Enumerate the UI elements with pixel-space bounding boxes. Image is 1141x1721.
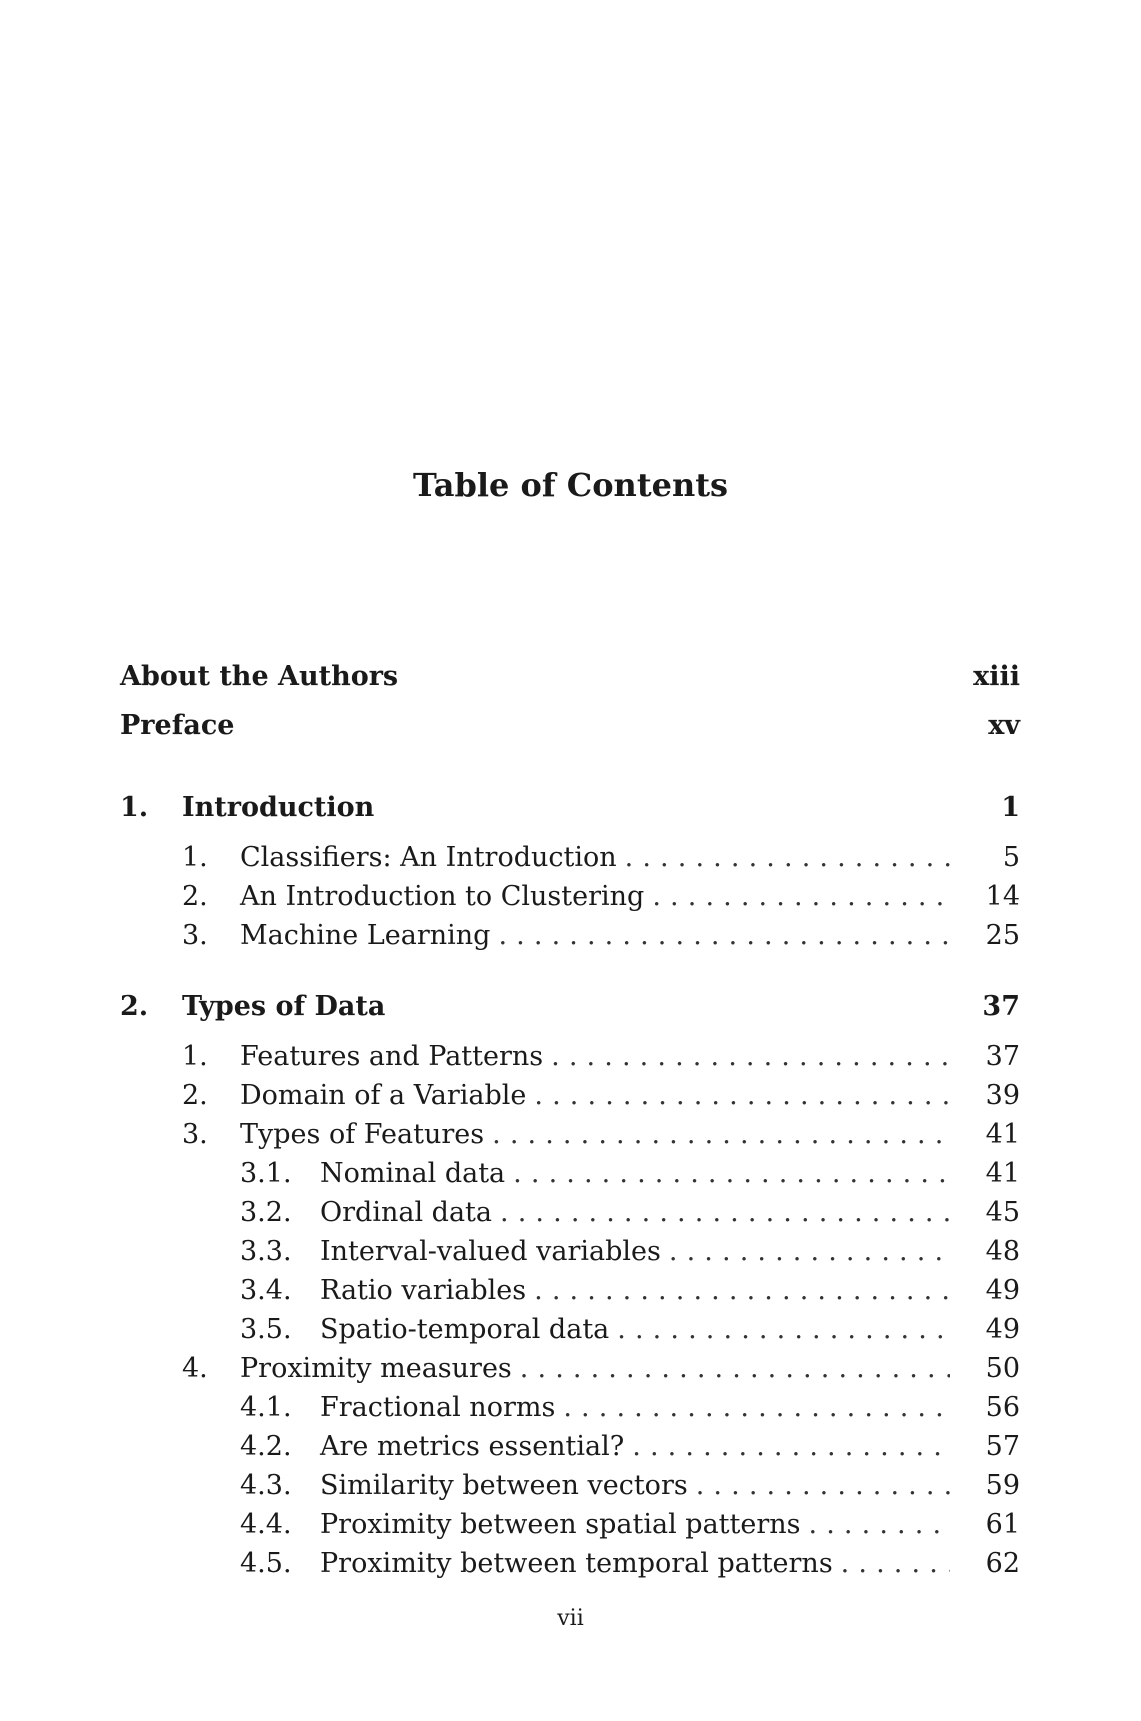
dot-leader bbox=[624, 1431, 950, 1462]
section-page: 39 bbox=[985, 1079, 1020, 1111]
dot-leader bbox=[512, 1353, 950, 1384]
subsection-number: 3.3. bbox=[240, 1235, 292, 1267]
subsection-title: Similarity between vectors bbox=[320, 1469, 688, 1501]
dot-leader bbox=[492, 1197, 950, 1228]
section-number: 1. bbox=[182, 841, 208, 873]
dot-leader bbox=[609, 1314, 950, 1345]
subsection-page: 56 bbox=[985, 1391, 1020, 1423]
section-page: 14 bbox=[985, 880, 1020, 912]
subsection-number: 4.5. bbox=[240, 1547, 292, 1579]
subsection-title: Ratio variables bbox=[320, 1274, 527, 1306]
chapter-number: 2. bbox=[120, 990, 149, 1022]
section-title: Classifiers: An Introduction bbox=[240, 841, 617, 873]
dot-leader bbox=[617, 842, 950, 873]
dot-leader bbox=[490, 920, 950, 951]
subsection-page: 62 bbox=[985, 1547, 1020, 1579]
toc-section[interactable] bbox=[182, 1075, 1020, 1115]
dot-leader bbox=[644, 881, 950, 912]
dot-leader bbox=[555, 1392, 950, 1423]
toc-subsection[interactable] bbox=[240, 1309, 1020, 1349]
toc-subsection[interactable] bbox=[240, 1465, 1020, 1505]
section-number: 2. bbox=[182, 1079, 208, 1111]
toc-subsection[interactable] bbox=[240, 1387, 1020, 1427]
toc-entry-preface[interactable] bbox=[120, 705, 1020, 745]
subsection-page: 57 bbox=[985, 1430, 1020, 1462]
section-page: 5 bbox=[1002, 841, 1020, 873]
subsection-page: 59 bbox=[985, 1469, 1020, 1501]
subsection-title: Ordinal data bbox=[320, 1196, 492, 1228]
subsection-title: Interval-valued variables bbox=[320, 1235, 661, 1267]
toc-entry-about-authors[interactable] bbox=[120, 656, 1020, 696]
toc-entry-label: Preface bbox=[120, 709, 235, 741]
subsection-title: Nominal data bbox=[320, 1157, 506, 1189]
section-title: Machine Learning bbox=[240, 919, 491, 951]
toc-subsection[interactable] bbox=[240, 1231, 1020, 1271]
section-title: Domain of a Variable bbox=[240, 1079, 527, 1111]
toc-entry-page: xv bbox=[988, 709, 1020, 741]
dot-leader bbox=[526, 1080, 950, 1111]
dot-leader bbox=[833, 1548, 950, 1579]
section-title: Proximity measures bbox=[240, 1352, 512, 1384]
subsection-number: 3.2. bbox=[240, 1196, 292, 1228]
toc-section[interactable] bbox=[182, 876, 1020, 916]
toc-subsection[interactable] bbox=[240, 1426, 1020, 1466]
toc-section[interactable] bbox=[182, 1348, 1020, 1388]
dot-leader bbox=[505, 1158, 950, 1189]
toc-subsection[interactable] bbox=[240, 1270, 1020, 1310]
subsection-number: 4.3. bbox=[240, 1469, 292, 1501]
chapter-page: 37 bbox=[982, 990, 1020, 1022]
page-title: Table of Contents bbox=[412, 466, 729, 504]
toc-subsection[interactable] bbox=[240, 1192, 1020, 1232]
subsection-title: Are metrics essential? bbox=[320, 1430, 625, 1462]
toc-subsection[interactable] bbox=[240, 1543, 1020, 1583]
toc-entry-page: xiii bbox=[973, 660, 1020, 692]
section-number: 3. bbox=[182, 1118, 208, 1150]
toc-subsection[interactable] bbox=[240, 1504, 1020, 1544]
chapter-title: Types of Data bbox=[182, 990, 386, 1022]
section-number: 1. bbox=[182, 1040, 208, 1072]
section-title: An Introduction to Clustering bbox=[240, 880, 645, 912]
subsection-page: 61 bbox=[985, 1508, 1020, 1540]
dot-leader bbox=[661, 1236, 950, 1267]
page-number: vii bbox=[557, 1606, 584, 1631]
chapter-title: Introduction bbox=[182, 791, 375, 823]
section-number: 4. bbox=[182, 1352, 208, 1384]
subsection-title: Fractional norms bbox=[320, 1391, 556, 1423]
section-title: Features and Patterns bbox=[240, 1040, 544, 1072]
dot-leader bbox=[484, 1119, 950, 1150]
toc-subsection[interactable] bbox=[240, 1153, 1020, 1193]
toc-section[interactable] bbox=[182, 915, 1020, 955]
toc-chapter-1[interactable] bbox=[120, 787, 1020, 827]
subsection-page: 41 bbox=[985, 1157, 1020, 1189]
section-page: 37 bbox=[985, 1040, 1020, 1072]
section-number: 3. bbox=[182, 919, 208, 951]
dot-leader bbox=[543, 1041, 950, 1072]
subsection-number: 3.5. bbox=[240, 1313, 292, 1345]
dot-leader bbox=[688, 1470, 950, 1501]
subsection-number: 4.1. bbox=[240, 1391, 292, 1423]
subsection-number: 3.4. bbox=[240, 1274, 292, 1306]
chapter-number: 1. bbox=[120, 791, 149, 823]
subsection-page: 45 bbox=[985, 1196, 1020, 1228]
toc-section[interactable] bbox=[182, 837, 1020, 877]
subsection-number: 4.4. bbox=[240, 1508, 292, 1540]
section-page: 41 bbox=[985, 1118, 1020, 1150]
section-page: 25 bbox=[985, 919, 1020, 951]
toc-chapter-2[interactable] bbox=[120, 986, 1020, 1026]
chapter-page: 1 bbox=[1001, 791, 1020, 823]
dot-leader bbox=[526, 1275, 950, 1306]
subsection-page: 49 bbox=[985, 1274, 1020, 1306]
subsection-number: 3.1. bbox=[240, 1157, 292, 1189]
section-page: 50 bbox=[985, 1352, 1020, 1384]
toc-section[interactable] bbox=[182, 1114, 1020, 1154]
subsection-title: Spatio-temporal data bbox=[320, 1313, 610, 1345]
section-title: Types of Features bbox=[240, 1118, 485, 1150]
toc-entry-label: About the Authors bbox=[120, 660, 399, 692]
toc-section[interactable] bbox=[182, 1036, 1020, 1076]
dot-leader bbox=[801, 1509, 950, 1540]
subsection-number: 4.2. bbox=[240, 1430, 292, 1462]
subsection-title: Proximity between temporal patterns bbox=[320, 1547, 833, 1579]
section-number: 2. bbox=[182, 880, 208, 912]
subsection-title: Proximity between spatial patterns bbox=[320, 1508, 801, 1540]
subsection-page: 48 bbox=[985, 1235, 1020, 1267]
subsection-page: 49 bbox=[985, 1313, 1020, 1345]
